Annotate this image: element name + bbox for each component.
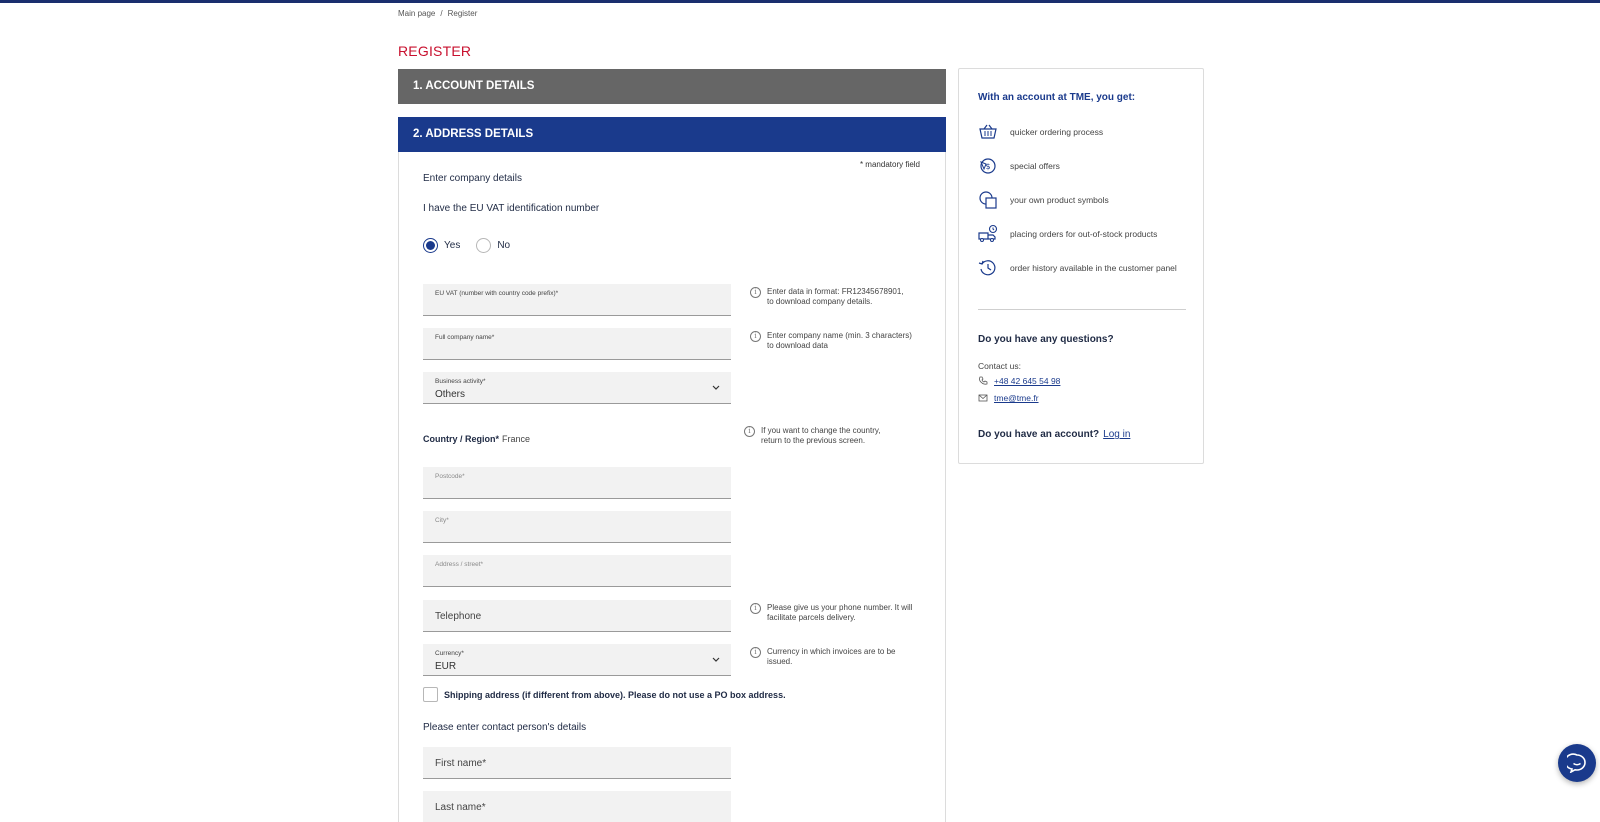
svg-text:$: $ <box>985 162 991 171</box>
benefit-label: your own product symbols <box>1010 195 1109 205</box>
hint-line: to download data <box>767 340 828 350</box>
phone-link[interactable]: +48 42 645 54 98 <box>994 376 1061 386</box>
login-link[interactable]: Log in <box>1103 429 1131 440</box>
breadcrumb-separator: / <box>440 9 443 18</box>
address-label: Address / street* <box>435 561 484 568</box>
first-name-field[interactable] <box>423 747 731 779</box>
country-value: France <box>502 434 531 444</box>
business-activity-label: Business activity* <box>435 378 486 385</box>
info-icon: i <box>750 647 761 658</box>
phone-icon <box>978 376 988 386</box>
benefit-item <box>978 190 1109 210</box>
last-name-field[interactable] <box>423 791 731 822</box>
company-name-hint <box>750 331 912 350</box>
hint-line: to download company details. <box>767 296 873 306</box>
existing-account-row <box>978 429 1130 440</box>
vat-no-label: No <box>497 240 511 251</box>
page-title: REGISTER <box>398 43 472 59</box>
vat-no-option[interactable] <box>476 238 510 253</box>
hint-line: Enter data in format: FR12345678901, <box>767 287 904 296</box>
special-offers-icon <box>978 156 998 176</box>
telephone-placeholder: Telephone <box>435 611 482 622</box>
envelope-icon <box>978 393 988 403</box>
contact-label: Contact us: <box>978 361 1021 371</box>
country-label: Country / Region* <box>423 434 499 444</box>
telephone-input[interactable] <box>423 600 731 631</box>
eu-vat-label: EU VAT (number with country code prefix)* <box>435 290 559 297</box>
product-symbols-icon <box>978 190 998 210</box>
telephone-hint <box>750 603 912 622</box>
info-icon: i <box>750 603 761 614</box>
basket-icon <box>978 122 998 142</box>
chevron-down-icon <box>711 382 721 392</box>
company-name-input[interactable] <box>423 328 731 359</box>
history-icon <box>978 258 998 278</box>
city-label: City* <box>435 517 449 524</box>
vat-radio-group <box>423 238 526 253</box>
address-form <box>398 152 946 822</box>
address-input[interactable] <box>423 555 731 586</box>
currency-label: Currency* <box>435 650 464 657</box>
shipping-address-option[interactable] <box>423 687 786 702</box>
first-name-placeholder: First name* <box>435 758 487 769</box>
benefit-item <box>978 122 1103 142</box>
business-activity-select[interactable] <box>423 372 731 404</box>
questions-title: Do you have any questions? <box>978 334 1114 345</box>
account-question: Do you have an account? <box>978 429 1100 440</box>
city-input[interactable] <box>423 511 731 542</box>
eu-vat-hint <box>750 287 904 306</box>
postcode-field[interactable] <box>423 467 731 499</box>
eu-vat-field[interactable] <box>423 284 731 316</box>
account-benefits-panel <box>958 68 1204 464</box>
company-name-field[interactable] <box>423 328 731 360</box>
last-name-input[interactable] <box>423 791 731 822</box>
delivery-truck-icon <box>978 224 998 244</box>
currency-value: EUR <box>435 661 457 672</box>
phone-contact <box>978 376 1060 386</box>
vat-yes-option[interactable] <box>423 238 460 253</box>
info-icon: i <box>750 287 761 298</box>
telephone-field[interactable] <box>423 600 731 632</box>
currency-select[interactable] <box>423 644 731 676</box>
shipping-address-label: Shipping address (if different from above). Please do not use a PO box address. <box>444 689 786 700</box>
breadcrumb <box>398 9 477 18</box>
hint-line: If you want to change the country, <box>761 426 881 435</box>
info-icon: i <box>750 331 761 342</box>
company-name-label: Full company name* <box>435 334 495 341</box>
country-region <box>423 434 530 444</box>
divider <box>978 309 1186 310</box>
hint-line: facilitate parcels delivery. <box>767 612 856 622</box>
benefit-item <box>978 258 1177 278</box>
breadcrumb-home-link[interactable]: Main page <box>398 9 436 18</box>
hint-line: Currency in which invoices are to be <box>767 647 896 656</box>
email-contact <box>978 393 1039 403</box>
info-icon: i <box>744 426 755 437</box>
postcode-label: Postcode* <box>435 473 465 480</box>
step-account-details[interactable]: 1. ACCOUNT DETAILS <box>398 69 946 104</box>
last-name-placeholder: Last name* <box>435 802 486 813</box>
address-field[interactable] <box>423 555 731 587</box>
shipping-address-checkbox[interactable] <box>423 687 438 702</box>
postcode-input[interactable] <box>423 467 731 498</box>
hint-line: return to the previous screen. <box>761 435 866 445</box>
vat-yes-radio[interactable] <box>423 238 438 253</box>
business-activity-value: Others <box>435 389 466 400</box>
benefit-item <box>978 224 1157 244</box>
vat-yes-label: Yes <box>444 240 461 251</box>
step-address-details[interactable]: 2. ADDRESS DETAILS <box>398 117 946 152</box>
breadcrumb-current: Register <box>447 9 478 18</box>
hint-line: Enter company name (min. 3 characters) <box>767 331 912 340</box>
chat-bubble-icon <box>1567 753 1587 773</box>
currency-hint <box>750 647 896 666</box>
chat-button[interactable] <box>1558 744 1596 782</box>
benefits-title: With an account at TME, you get: <box>978 92 1136 103</box>
hint-line: issued. <box>767 656 793 666</box>
hint-line: Please give us your phone number. It will <box>767 603 913 612</box>
city-field[interactable] <box>423 511 731 543</box>
eu-vat-input[interactable] <box>423 284 731 315</box>
benefit-label: order history available in the customer panel <box>1010 263 1177 273</box>
benefit-label: quicker ordering process <box>1010 127 1104 137</box>
country-hint <box>744 426 880 445</box>
top-accent-bar <box>0 0 1600 3</box>
vat-question: I have the EU VAT identification number <box>423 203 600 214</box>
benefit-item <box>978 156 1060 176</box>
vat-no-radio[interactable] <box>476 238 491 253</box>
contact-details-heading: Please enter contact person's details <box>423 722 587 733</box>
benefit-label: placing orders for out-of-stock products <box>1010 229 1158 239</box>
first-name-input[interactable] <box>423 747 731 778</box>
email-link[interactable]: tme@tme.fr <box>994 393 1039 403</box>
company-details-heading: Enter company details <box>423 173 522 184</box>
benefit-label: special offers <box>1010 161 1060 171</box>
chevron-down-icon <box>711 654 721 664</box>
mandatory-note: * mandatory field <box>859 160 920 169</box>
